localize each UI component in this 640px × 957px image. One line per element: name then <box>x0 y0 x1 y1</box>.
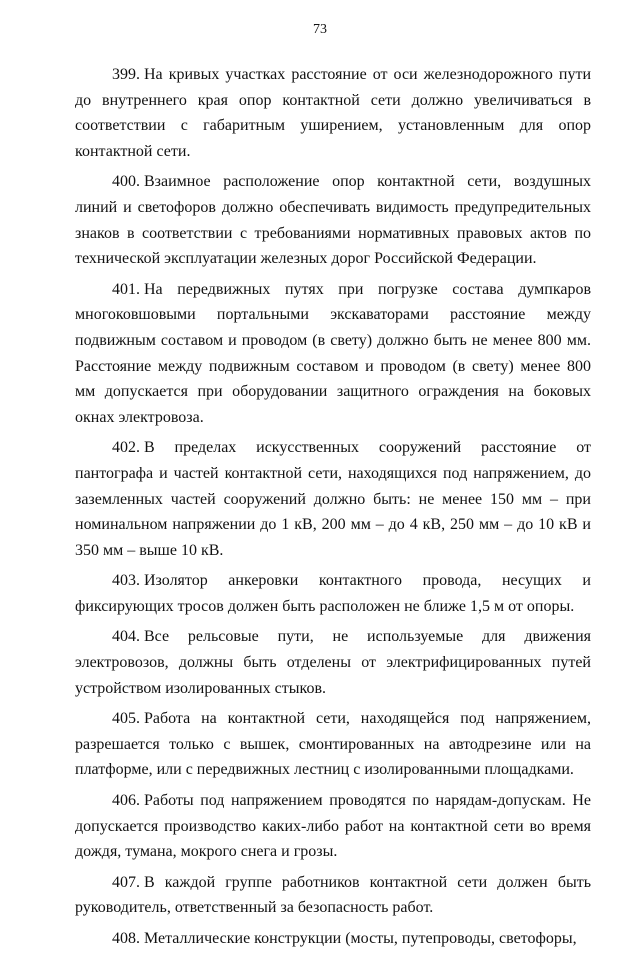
paragraph-404 <box>75 624 591 701</box>
paragraph-408 <box>75 926 591 952</box>
paragraph-text: Металлические конструкции (мосты, путепроводы, светофоры, <box>144 930 577 947</box>
paragraph-text: На кривых участках расстояние от оси железнодорожного пути до внутреннего края опор контактной сети должно увеличиваться в соответствии с габаритным уширением, установленным для опор контактной сети. <box>75 66 591 160</box>
paragraph-text: Работа на контактной сети, находящейся под напряжением, разрешается только с вышек, смонтированных на автодрезине или на платформе, или с передвижных лестниц с изолированными площадками. <box>75 710 591 779</box>
paragraph-number: 401. <box>112 280 140 298</box>
paragraph-text: На передвижных путях при погрузке состава думпкаров многоковшовыми портальными экскаваторами расстояние между подвижным составом и проводом (в свету) должно быть не менее 800 мм. Расстояние между подвижным составом и проводом (в свету) менее 800 мм допускается при оборудовании защитного ограждения на боковых окнах электровоза. <box>75 280 591 426</box>
paragraph-407 <box>75 870 591 921</box>
paragraph-text: Взаимное расположение опор контактной сети, воздушных линий и светофоров должно обеспечивать видимость предупредительных знаков в соответствии с требованиями нормативных правовых актов по технической эксплуатации железных дорог Российской Федерации. <box>75 173 591 268</box>
paragraph-text: Изолятор анкеровки контактного провода, несущих и фиксирующих тросов должен быть расположен не ближе 1,5 м от опоры. <box>75 572 591 615</box>
paragraph-number: 406. <box>112 792 140 810</box>
paragraph-number: 403. <box>112 572 140 590</box>
page-number: 73 <box>313 22 327 37</box>
paragraph-number: 407. <box>112 873 140 891</box>
paragraph-399 <box>75 62 591 164</box>
document-body <box>75 62 591 957</box>
paragraph-text: В пределах искусственных сооружений расстояние от пантографа и частей контактной сети, находящихся под напряжением, до заземленных частей сооружений должно быть: не менее 150 мм – при номинальном напряжении до 1 кВ, 200 мм – до 4 кВ, 250 мм – до 10 кВ и 350 мм – выше 10 кВ. <box>75 439 591 559</box>
paragraph-number: 402. <box>112 439 140 457</box>
paragraph-number: 400. <box>112 173 140 191</box>
paragraph-number: 405. <box>112 710 140 728</box>
paragraph-402 <box>75 435 591 563</box>
paragraph-406 <box>75 788 591 865</box>
paragraph-400 <box>75 169 591 271</box>
paragraph-text: Работы под напряжением проводятся по нарядам-допускам. Не допускается производство каких-либо работ на контактной сети во время дождя, тумана, мокрого снега и грозы. <box>75 792 591 861</box>
paragraph-number: 399. <box>112 66 140 83</box>
paragraph-405 <box>75 706 591 783</box>
paragraph-text: Все рельсовые пути, не используемые для движения электровозов, должны быть отделены от электрифицированных путей устройством изолированных стыков. <box>75 628 591 697</box>
paragraph-401 <box>75 277 591 431</box>
paragraph-number: 404. <box>112 628 140 646</box>
paragraph-text: В каждой группе работников контактной сети должен быть руководитель, ответственный за безопасность работ. <box>75 873 591 917</box>
paragraph-403 <box>75 568 591 619</box>
paragraph-number: 408. <box>112 930 140 947</box>
